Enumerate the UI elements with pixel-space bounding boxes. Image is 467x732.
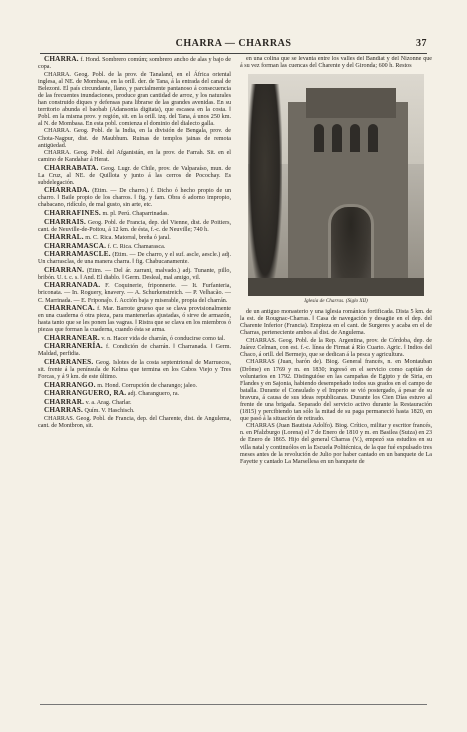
entry-text: f. Hond. Sombrero comúm; sombrero ancho de alas y bajo de copa. bbox=[38, 57, 231, 71]
entry-text: CHARRAS. Geog. Pobl. de la Rep. Argentina, prov. de Córdoba, dep. de Juárez Celman, con est. f.-c. línea de Firmat á Río Cuarto. Agric. ‖ Indios del Chaco, á orill. del Bermejo, que se dedican á la pesca y agricultura. bbox=[240, 337, 432, 358]
photo-church-tower bbox=[306, 88, 396, 118]
dictionary-entry bbox=[38, 267, 231, 282]
entry-text: f. Condición de charrán. ‖ Charranada. ‖ Germ. Maldad, perfidia. bbox=[38, 344, 231, 358]
left-column bbox=[38, 56, 231, 701]
dictionary-entry bbox=[240, 359, 432, 422]
photo-window bbox=[314, 124, 324, 152]
photo-tree bbox=[248, 84, 282, 294]
entry-text: Geog. Pobl. de Francia, dep. del Vienne, dist. de Poitiers, cant. de Neuville-de-Poitou, á 12 km. de ésta, f.-c. de Neuville; 740 h. bbox=[38, 219, 231, 233]
entry-text: Geog. Islotes de la costa septentrional de Marruecos, sit. frente á la península de Kelma que termina en los Cabos Viejo y Tres Forcas, y á 9 km. de este último. bbox=[38, 359, 231, 380]
entry-headword: CHARRAN. bbox=[44, 265, 85, 274]
photo-caption: Iglesia de Charras. (Siglo XII) bbox=[304, 298, 368, 305]
entry-headword: CHARRA. bbox=[44, 56, 79, 63]
dictionary-entry bbox=[38, 305, 231, 334]
dictionary-entry bbox=[38, 165, 231, 187]
entry-headword: CHARRAMASCLE. bbox=[44, 250, 111, 259]
entry-headword: CHARRAMASCA. bbox=[44, 241, 107, 250]
right-column-bottom-text bbox=[240, 309, 432, 466]
entry-text: (Etim. — De charro, y el suf. ascle, aescle.) adj. Un charrasclas, de una manera charra. ‖ fig. Chabucanamente. bbox=[38, 252, 231, 266]
dictionary-entry bbox=[38, 407, 231, 415]
entry-text: de un antiguo monasterio y una iglesia románica fortificada. Dista 5 km. de la est. de Rougnac-Charras. ‖ Casa de navegación y desagüe en el dep. del Charente Inferior (Francia). Empieza en el cant. de Surgeres y acaba en el de Charras, perteneciente ambos al dist. de Angulema. bbox=[240, 309, 432, 337]
photo-window bbox=[368, 124, 378, 152]
entry-text: m. Hond. Corrupción de charango; jaleo. bbox=[95, 382, 198, 389]
entry-headword: CHARRADA. bbox=[44, 186, 90, 195]
entry-text: v. n. Hacer vida de charrán, ó conducirse como tal. bbox=[99, 335, 226, 342]
entry-headword: CHARRANERÍA. bbox=[44, 342, 103, 351]
entry-headword: CHARRABATA. bbox=[44, 163, 99, 172]
entry-text: CHARRAS (Juan, barón de). Biog. General francés, n. en Montauban (Drôme) en 1769 y m. en 1830; ingresó en el servicio como capitán de voluntarios en 1792. Distinguióse en las campañas de Egipto y de Siria, en Flandes y en Sajonia, habiendo desempeñado todos sus grados en el campo de batalla. Durante el Consulado y el Imperio se vió postergado, á pesar de su bravura, á causa de sus ideas republicanas. Durante los Cien Días estuvo al frente de una brigada. Separado del servicio activo durante la Restauración (1815) y percibiendo tan sólo la mitad de su paga permaneció hasta 1820, en que pasó á la situación de retirado. bbox=[240, 359, 432, 422]
page-header bbox=[40, 38, 427, 52]
entry-text: (Etim. — De charro.) f. Dicho ó hecho propio de un charro. ‖ Baile propio de los charros. ‖ fig. y fam. Obra ó adorno impropio, chabacano, ridículo, de mal gusto, sin arte, etc. bbox=[38, 188, 231, 209]
entry-text: CHARRAS. Geog. Pobl. de Francia, dep. del Charente, dist. de Angulema, cant. de Montbron, sit. bbox=[38, 415, 231, 429]
entry-headword: CHARRANADA. bbox=[44, 281, 101, 290]
footer-rule bbox=[40, 704, 427, 705]
entry-text: v. a. Arag. Charlar. bbox=[84, 399, 132, 406]
entry-text: m. pl. Perú. Chaparrinadas. bbox=[100, 210, 169, 217]
entry-headword: CHARRANES. bbox=[44, 357, 94, 366]
dictionary-entry bbox=[38, 128, 231, 149]
entry-headword: CHARRAR. bbox=[44, 397, 85, 406]
church-photo bbox=[248, 74, 424, 296]
entry-text: CHARRA. Geog. Pobl. de la prov. de Tanaland, en el África oriental inglesa, al NE. de Mombasa, en la orill. der. de Tana, á la entrada del canal de Belezoni. El país circundante, llano, y parcialmente pantanoso á consecuencia de las frecuentes inundaciones, produce gran cantidad de arroz, y los naturales han construido diques y defensas para librarse de las grandes avenidas. En su territorio abunda el baobab (Adansonia digitata), que escasea en la costa. ‖ Pobl. en la misma prov. y región, sit. en la orill. izq. del Tana, á unos 250 km. al N. de Mombasa. En esta pobl. comienza el dominio del dialecto galla. bbox=[38, 71, 231, 127]
entry-text: (Etim. — Del ár. zarrani, malvado.) adj. Tunante, pillo, bribón. U. t. c. s. ‖ And. El diablo. ‖ Germ. Desleal, mal amigo, vil. bbox=[38, 267, 231, 281]
entry-text: F. Coquinerie, friponnerie. — It. Furfanteria, briconata. — In. Roguery, knavery. — A. Schurkenstreich. — P. Velhacão. — C. Marrinada. — E. Friponaĵo. f. Acción baja y miserable, propia del charrán. bbox=[38, 283, 231, 304]
dictionary-entry bbox=[38, 416, 231, 430]
dictionary-entry bbox=[38, 343, 231, 358]
entry-text: CHARRA. Geog. Pobl. de la India, en la división de Bengala, prov. de Chota-Nagpur, dist. de Maubhum. Ruinas de templos jainas de remota antigüedad. bbox=[38, 128, 231, 149]
entry-text: adj. Charanguero, ra. bbox=[126, 391, 180, 398]
dictionary-entry bbox=[38, 56, 231, 71]
dictionary-entry bbox=[240, 423, 432, 465]
running-title: CHARRA — CHARRAS bbox=[175, 38, 292, 49]
dictionary-entry bbox=[38, 359, 231, 381]
entry-headword: CHARRAIS. bbox=[44, 217, 86, 226]
entry-text: Geog. Lugr. de Chile, prov. de Valparaíso, mun. de La Cruz, al NE. de Quillota y junto á las cerros de Pocochay. Es subdelegación. bbox=[38, 165, 231, 186]
entry-text: m. C. Rica. Matorral, breña ó jaral. bbox=[83, 235, 171, 242]
dictionary-entry bbox=[38, 72, 231, 128]
entry-headword: CHARRANGUERO, RA. bbox=[44, 389, 127, 398]
dictionary-entry bbox=[38, 187, 231, 209]
photo-ground bbox=[248, 278, 424, 296]
dictionary-entry bbox=[240, 338, 432, 359]
dictionary-entry bbox=[38, 219, 231, 234]
entry-headword: CHARRANEAR. bbox=[44, 333, 100, 342]
dictionary-entry bbox=[38, 282, 231, 304]
entry-headword: CHARRANCA. bbox=[44, 304, 95, 313]
dictionary-entry bbox=[240, 309, 432, 337]
entry-headword: CHARRAL. bbox=[44, 233, 84, 242]
dictionary-entry bbox=[38, 251, 231, 266]
photo-window bbox=[350, 124, 360, 152]
entry-text: f. C. Rica. Chamarasca. bbox=[106, 243, 166, 250]
header-rule bbox=[40, 53, 427, 54]
entry-text: en una colina que se levanta entre los valles del Bandiat y del Nizonne que á su vez forman las cuencas del Charente y del Gironda; 600 h. Restos bbox=[240, 56, 432, 70]
entry-text: f. Mar. Barrote grueso que se clava provisionalmente en una cuaderna ó otra pieza, para mantenerlas ajustadas, ó sirve de armazón, hasta tanto que se les ponen las vagras. ‖ Ristra que se clava en los miembros ó piezas que forman la cuaderna, cuando ésta se arma. bbox=[38, 306, 231, 334]
entry-headword: CHARRAS. bbox=[44, 406, 83, 415]
right-column-top-text bbox=[240, 56, 432, 70]
right-column bbox=[240, 56, 432, 701]
entry-text: CHARRA. Geog. Pobl. del Afganistán, en la prov. de Farrah. Sit. en el camino de Kandahar á Herat. bbox=[38, 150, 231, 164]
dictionary-entry bbox=[38, 150, 231, 164]
dictionary-entry bbox=[240, 56, 432, 70]
entry-headword: CHARRAFINES. bbox=[44, 208, 101, 217]
entry-headword: CHARRANGO. bbox=[44, 380, 96, 389]
entry-text: CHARRAS (Juan Bautista Adolfo). Biog. Crítico, militar y escritor francés, n. en Pfalzburgo (Lorena) el 7 de Enero de 1810 y m. en Basilea (Suiza) en 23 de Enero de 1865. Hijo del general Charras (V.), empezó sus estudios en su villa natal y continuólos en la Escuela Politécnica, de la que fué expulsado tres meses antes de la revolución de Julio por haber cantado en un banquete de La Fayette y cantado La Marsellesa en un banquete de bbox=[240, 423, 432, 465]
entry-text: Quím. V. Haschisch. bbox=[82, 408, 135, 415]
photo-window bbox=[332, 124, 342, 152]
page-number: 37 bbox=[416, 38, 427, 49]
